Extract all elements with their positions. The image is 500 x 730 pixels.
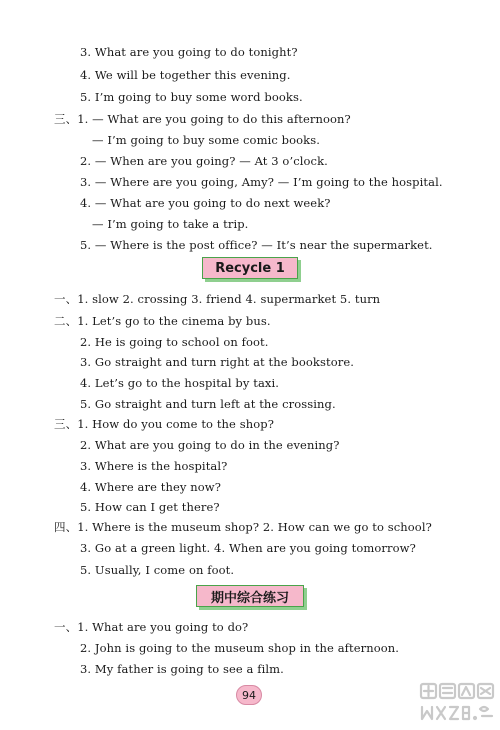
answer-line: 一、1. What are you going to do?	[54, 620, 249, 634]
answer-line: 3. What are you going to do tonight?	[80, 45, 298, 59]
recycle-section-title: Recycle 1	[202, 257, 298, 279]
answer-line: 4. Where are they now?	[80, 480, 221, 494]
answer-line: 5. How can I get there?	[80, 500, 220, 514]
answer-line: 5. — Where is the post office? — It’s near the supermarket.	[80, 238, 433, 252]
page-number: 94	[236, 685, 262, 705]
answer-line: — I’m going to buy some comic books.	[92, 133, 320, 147]
answer-line: 4. — What are you going to do next week?	[80, 196, 331, 210]
answer-line: 4. We will be together this evening.	[80, 68, 291, 82]
answer-line: 2. What are you going to do in the evening?	[80, 438, 340, 452]
answer-line: 3. Go at a green light. 4. When are you going tomorrow?	[80, 541, 416, 555]
answer-line: 2. He is going to school on foot.	[80, 335, 269, 349]
answer-line: 3. Go straight and turn right at the bookstore.	[80, 355, 354, 369]
answer-line: 2. — When are you going? — At 3 o’clock.	[80, 154, 328, 168]
watermark-logo-icon	[418, 680, 496, 724]
answer-line: 5. I’m going to buy some word books.	[80, 90, 303, 104]
answer-line: 3. — Where are you going, Amy? — I’m going to the hospital.	[80, 175, 443, 189]
answer-line: 三、1. How do you come to the shop?	[54, 417, 274, 431]
answer-line: 四、1. Where is the museum shop? 2. How can we go to school?	[54, 520, 432, 534]
answer-line: 三、1. — What are you going to do this afternoon?	[54, 112, 351, 126]
answer-line: — I’m going to take a trip.	[92, 217, 249, 231]
answer-line: 4. Let’s go to the hospital by taxi.	[80, 376, 280, 390]
answer-line: 2. John is going to the museum shop in the afternoon.	[80, 641, 400, 655]
answer-line: 5. Usually, I come on foot.	[80, 563, 235, 577]
answer-line: 5. Go straight and turn left at the crossing.	[80, 397, 336, 411]
answer-line: 3. My father is going to see a film.	[80, 662, 284, 676]
answer-line: 3. Where is the hospital?	[80, 459, 228, 473]
answer-line: 一、1. slow 2. crossing 3. friend 4. supermarket 5. turn	[54, 292, 381, 306]
midterm-section-title: 期中综合练习	[196, 585, 304, 607]
answer-line: 二、1. Let’s go to the cinema by bus.	[54, 314, 271, 328]
